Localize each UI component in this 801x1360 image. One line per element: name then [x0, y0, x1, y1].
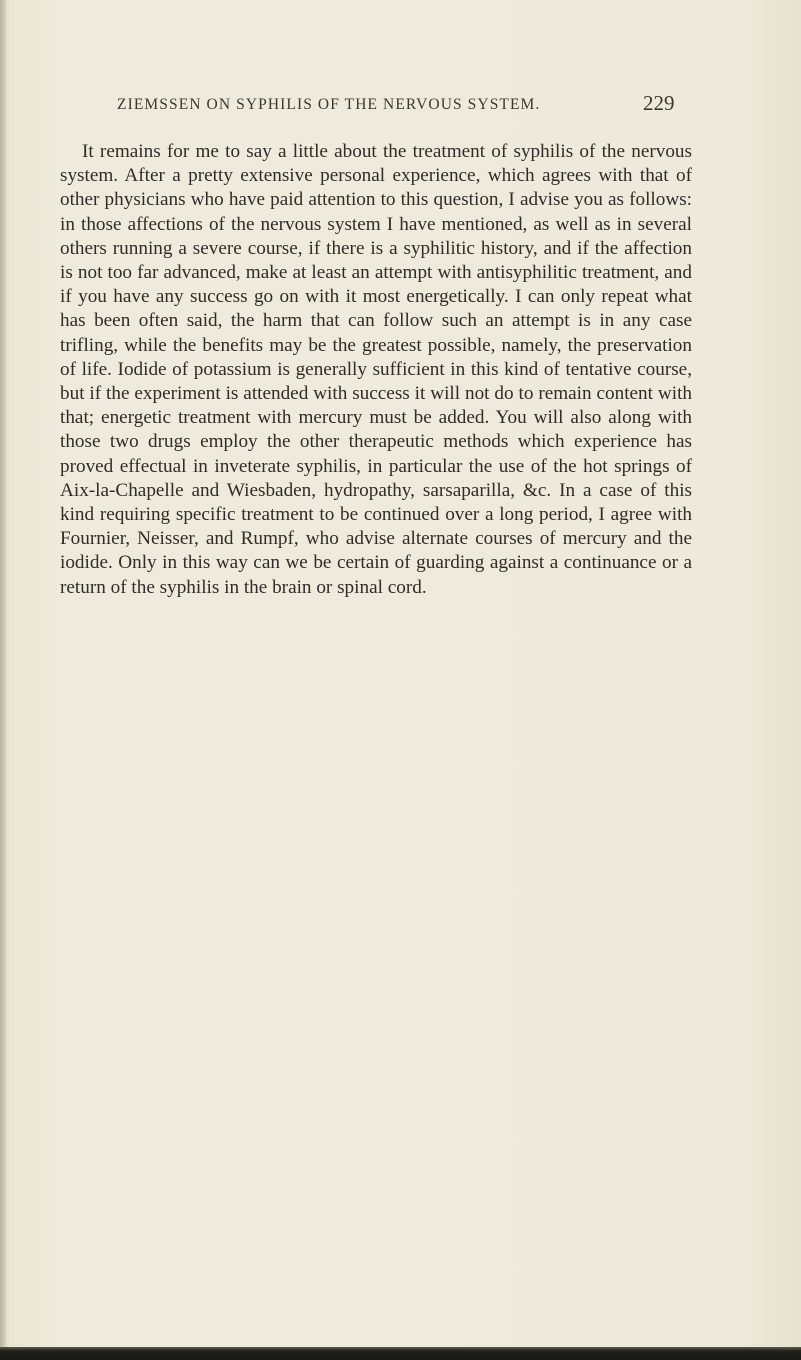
page-bottom-edge	[0, 1347, 801, 1360]
page-number: 229	[643, 91, 675, 115]
body-text	[60, 140, 692, 600]
page-header	[0, 91, 801, 124]
paragraph: It remains for me to say a little about the treatment of syphilis of the nervous system. After a pretty extensive personal experience, which agrees with that of other physicians who have paid attention to this question, I advise you as follows: in those affections of the nervous system I have mentioned, as well as in several others running a severe course, if there is a syphilitic history, and if the affection is not too far advanced, make at least an attempt with antisyphilitic treatment, and if you have any success go on with it most energetically. I can only repeat what has been often said, the harm that can follow such an attempt is in any case trifling, while the benefits may be the greatest possible, namely, the preservation of life. Iodide of potassium is generally sufficient in this kind of tentative course, but if the experiment is attended with success it will not do to remain content with that; energetic treatment with mercury must be added. You will also along with those two drugs employ the other therapeutic methods which experience has proved effectual in inveterate syphilis, in particular the use of the hot springs of Aix-la-Chapelle and Wiesbaden, hydropathy, sarsaparilla, &c. In a case of this kind requiring specific treatment to be continued over a long period, I agree with Fournier, Neisser, and Rumpf, who advise alternate courses of mercury and the iodide. Only in this way can we be certain of guarding against a continuance or a return of the syphilis in the brain or spinal cord.	[60, 141, 692, 598]
running-head: ZIEMSSEN ON SYPHILIS OF THE NERVOUS SYSTEM.	[117, 96, 541, 113]
page-gutter-edge	[0, 0, 6, 1360]
